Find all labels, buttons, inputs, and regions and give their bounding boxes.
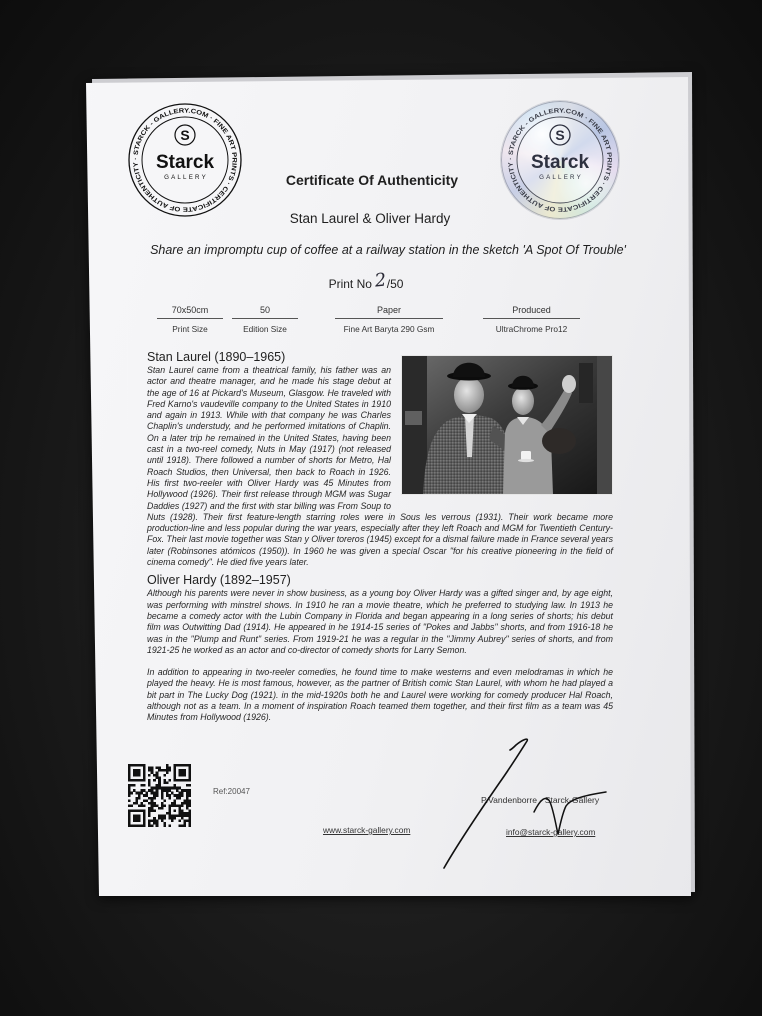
signatory-name: P.Vandenborre - Starck-Gallery (481, 795, 600, 805)
bio-stan-laurel (147, 349, 613, 568)
spec-paper (335, 304, 443, 335)
print-label: Print No (328, 277, 372, 291)
contact-email: info@starck-gallery.com (506, 827, 596, 837)
spec-value: 50 (232, 304, 298, 319)
website-url: www.starck-gallery.com (323, 825, 411, 835)
bio-text-oliver-hardy-1: Although his parents were never in show business, as a young boy Oliver Hardy was a gifted singer and, by age eight, was performing with minstrel shows. In 1910 he ran a movie theatre, which he preferred to studying law. In 1913 he became a comedy actor with the Lubin Company in Florida and began appearing in a long series of shorts; his debut film was Outwitting Dad (1914). He appeared in he 1914-15 series of "Pokes and Jabbs" shorts, and from 1916-18 he was in the "Plump and Runt" series. From 1919-21 he was a regular in the "Jimmy Aubrey" series of shorts, and from 1921-25 he worked as an actor and co-director of comedy shorts for Larry Semon. (147, 588, 613, 655)
print-total: /50 (386, 277, 404, 291)
seal-brand: Starck (530, 152, 590, 173)
spec-print-size (157, 304, 223, 335)
bio-oliver-hardy (147, 572, 613, 723)
handwritten-signature (430, 730, 630, 875)
spec-edition-size (232, 304, 298, 335)
spec-produced (483, 304, 580, 335)
qr-code (128, 764, 191, 827)
logo-monogram: S (180, 127, 190, 143)
handwritten-print-number: 2 (373, 269, 388, 292)
reference-number: Ref:20047 (213, 787, 250, 796)
spec-label: Edition Size (243, 324, 287, 334)
spec-value: 70x50cm (157, 304, 223, 319)
bio-text-oliver-hardy-2: In addition to appearing in two-reeler comedies, he found time to make westerns and even melodramas in which he played the heavy. He is most famous, however, as the partner of British comic Stan Laurel, with whom he had played a bit part in The Lucky Dog (1921). in the mid-1920s both he and Laurel were working for comedy producer Hal Roach, although not as a team. In a moment of inspiration Roach teamed them together, and their first film as a team was 45 Minutes from Hollywood (1926). (147, 667, 613, 723)
artwork-description: Share an impromptu cup of coffee at a railway station in the sketch 'A Spot Of Trouble' (150, 243, 626, 257)
artwork-subject: Stan Laurel & Oliver Hardy (289, 211, 451, 226)
spec-value: Paper (335, 304, 443, 319)
certificate-title: Certificate Of Authenticity (285, 172, 459, 188)
spec-label: Fine Art Baryta 290 Gsm (343, 324, 435, 334)
logo-ring-text: · STARCK - GALLERY.COM · FINE ART PRINTS · CERTIFICATE OF AUTHENTICITY (132, 107, 238, 213)
spec-value: Produced (483, 304, 580, 319)
print-number-line (266, 269, 466, 295)
logo-tagline: GALLERY (164, 174, 208, 181)
bio-heading-stan-laurel: Stan Laurel (1890–1965) (147, 350, 286, 364)
bio-heading-oliver-hardy: Oliver Hardy (1892–1957) (147, 573, 291, 588)
spec-label: Print Size (172, 324, 208, 334)
starck-gallery-logo (126, 101, 244, 219)
seal-monogram: S (555, 127, 565, 143)
spec-label: UltraChrome Pro12 (495, 324, 568, 334)
biographies (147, 349, 613, 724)
seal-tagline: GALLERY (539, 174, 583, 181)
logo-brand: Starck (155, 152, 215, 173)
holographic-seal (501, 101, 619, 219)
laurel-hardy-photo (401, 355, 613, 495)
seal-ring-text: · STARCK - GALLERY.COM · FINE ART PRINTS · CERTIFICATE OF AUTHENTICITY (507, 107, 613, 213)
bio-text-stan-laurel: Stan Laurel came from a theatrical family, his father was an actor and theatre manager, and he made his stage debut at the age of 16 at Pickard's Museum, Glasgow. He traveled with Fred Karno's vaudeville company to the United States in 1910 and again in 1913. While with that company he was Charles Chaplin's understudy, and he performed imitations of Chaplin. On a later trip he remained in the United States, having been cast in a two-reel comedy, Nuts in May (1917) (not released until 1918). There followed a number of shorts for Metro, Hal Roach Studios, then Universal, then back to Roach in 1926. His first two-reeler with Oliver Hardy was 45 Minutes from Hollywood (1926). Their first release through MGM was Sugar Daddies (1927) and the first with star billing was From Soup to Nuts (1928). Their first feature-length starring roles were in Sous les verrous (1931). Their work became more production-line and less popular during the war years, especially after they left Roach and MGM for Twentieth Century-Fox. Their last movie together was Stan y Oliver toreros (1945) except for a dismal failure made in France several years later (Robinsones atómicos (1950)). In 1960 he was given a special Oscar "for his creative pioneering in the field of cinema comedy". He died five years later. (147, 365, 613, 568)
